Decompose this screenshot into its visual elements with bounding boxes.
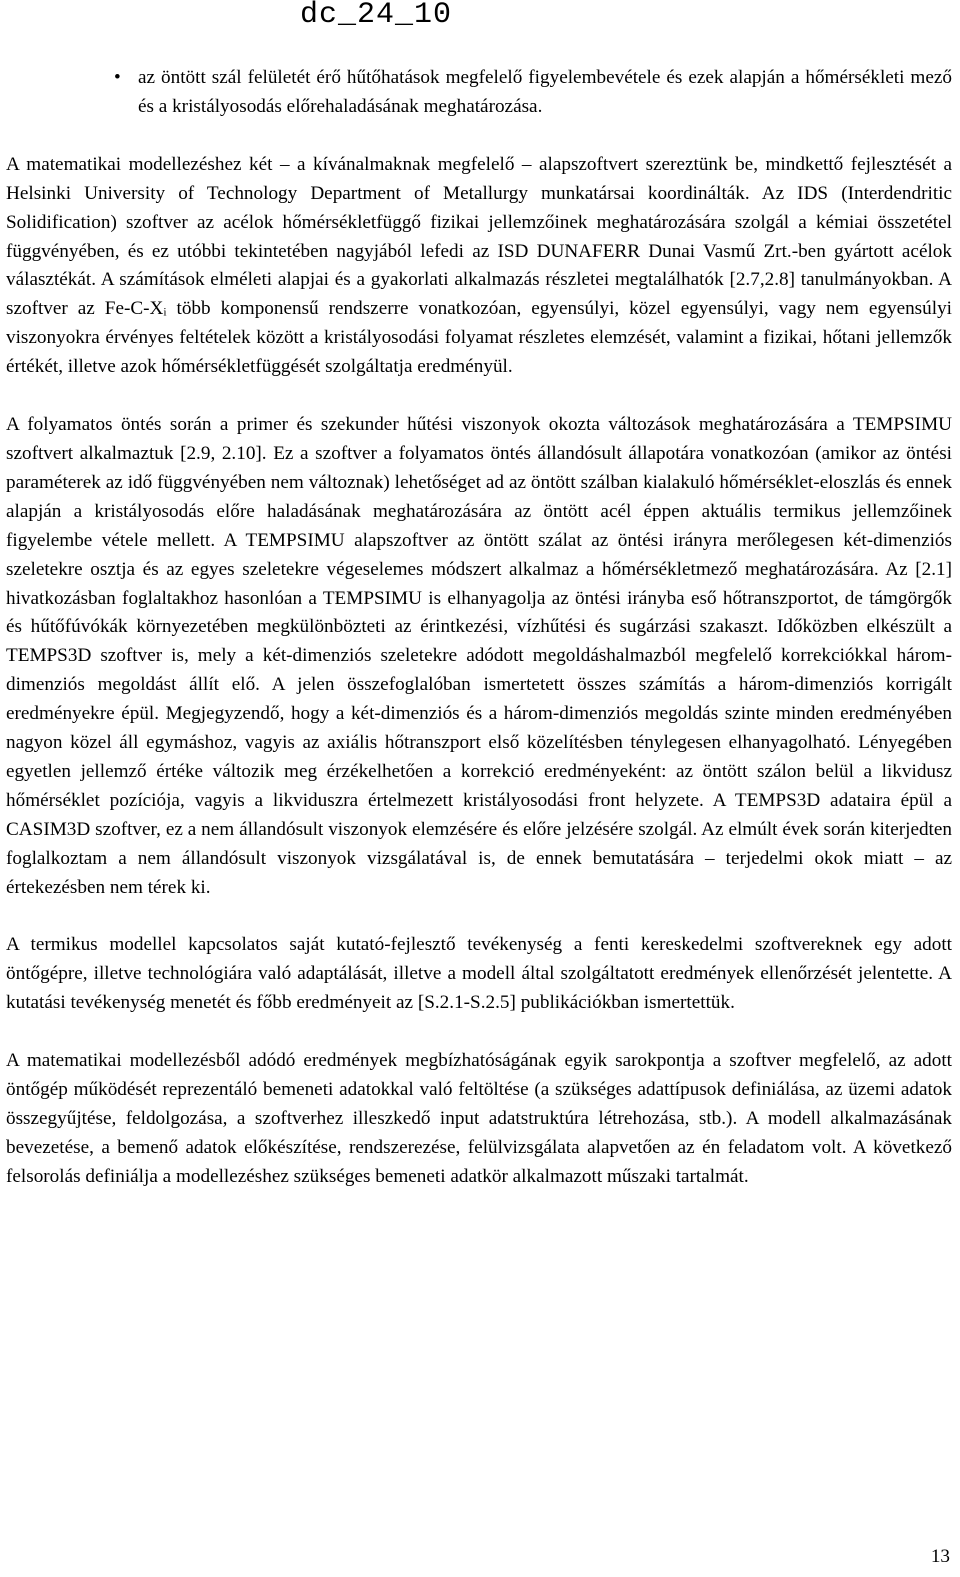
bullet-list bbox=[6, 64, 952, 122]
paragraph-thermal-model: A termikus modellel kapcsolatos saját kutató-fejlesztő tevékenység a fenti kereskedelmi szoftvereknek egy adott öntőgépre, illetve technológiára való adaptálását, illetve a modell által szolgáltatott eredmények ellenőrzését jelentette. A kutatási tevékenység menetét és főbb eredményeit az [S.2.1-S.2.5] publikációkban ismertettük. bbox=[6, 934, 952, 1014]
document-code-header: dc_24_10 bbox=[300, 0, 453, 32]
page-number: 13 bbox=[930, 1546, 950, 1567]
document-body bbox=[6, 64, 952, 1192]
paragraph-input-data: A matematikai modellezésből adódó eredmények megbízhatóságának egyik sarokpontja a szoftver megfelelő, az adott öntőgép működését reprezentáló bemeneti adatokkal való feltöltése (a szükséges adattípusok definiálása, az üzemi adatok összegyűjtése, feldolgozása, a szoftverhez illeszkedő input adatstruktúra létrehozása, stb.). A modell alkalmazásának bevezetése, a bemenő adatok előkészítése, rendszerezése, felülvizsgálata alapvetően az én feladatom volt. A következő felsorolás definiálja a modellezéshez szükséges bemeneti adatkör alkalmazott műszaki tartalmát. bbox=[6, 1050, 952, 1187]
paragraph-modeling-software: A matematikai modellezéshez két – a kívánalmaknak megfelelő – alapszoftvert szereztünk be, mindkettő fejlesztését a Helsinki University of Technology Department of Metallurgy munkatársai koordinálták. Az IDS (Interdendritic Solidification) szoftver az acélok hőmérsékletfüggő fizikai jellemzőinek meghatározására szolgál a kémiai összetétel függvényében, és ez utóbbi tekintetében nagyjából lefedi az ISD DUNAFERR Dunai Vasmű Zrt.-ben gyártott acélok választékát. A számítások elméleti alapjai és a gyakorlati alkalmazás részletei megtalálhatók [2.7,2.8] tanulmányokban. A szoftver az Fe-C-Xᵢ több komponensű rendszerre vonatkozóan, egyensúlyi, közel egyensúlyi, vagy nem egyensúlyi viszonyokra érvényes feltételek között a kristályosodási folyamat részletes elemzését, valamint a fizikai, hőtani jellemzők értékét, illetve azok hőmérsékletfüggését szolgáltatja eredményül. bbox=[6, 153, 952, 378]
bullet-item: • az öntött szál felületét érő hűtőhatások megfelelő figyelembevétele és ezek alapján a hőmérsékleti mező és a kristályosodás előrehaladásának meghatározása. bbox=[138, 64, 952, 122]
paragraph-tempsimu: A folyamatos öntés során a primer és szekunder hűtési viszonyok okozta változások meghatározására a TEMPSIMU szoftvert alkalmaztuk [2.9, 2.10]. Ez a szoftver a folyamatos öntés állandósult állapotára vonatkozóan (amikor az öntési paraméterek az idő függvényében nem változnak) lehetőséget ad az öntött szálban kialakuló hőmérséklet-eloszlás és ennek alapján a kristályosodás előre haladásának meghatározására az öntött acél éppen aktuális termikus jellemzőinek figyelembe vétele mellett. A TEMPSIMU alapszoftver az öntött szálat az öntési irányra merőlegesen két-dimenziós szeletekre osztja és az egyes szeletekre végeselemes módszert alkalmaz a hőmérsékletmező meghatározására. Az [2.1] hivatkozásban foglaltakhoz hasonlóan a TEMPSIMU is elhanyagolja az öntési irányba eső hőtranszportot, de támgörgők és hűtőfúvókák környezetében megkülönbözteti az érintkezési, vízhűtési és sugárzási szakaszt. Időközben elkészült a TEMPS3D szoftver is, mely a két-dimenziós szeletekre adódott megoldáshalmazból megfelelő korrekciókkal három-dimenziós megoldást állít elő. A jelen összefoglalóban ismertetett összes számítás a három-dimenziós korrigált eredményekre épül. Megjegyzendő, hogy a két-dimenziós és a három-dimenziós megoldás szinte minden eredményében nagyon közel áll egymáshoz, vagyis az axiális hőtranszport első közelítésben ténylegesen elhanyagolható. Lényegében egyetlen jellemző értéke változik meg érzékelhetően a korrekció eredményeként: az öntött szálon belül a likvidusz hőmérséklet pozíciója, vagyis a likviduszra értelmezett kristályosodási front helyzete. A TEMPS3D adataira épül a CASIM3D szoftver, ez a nem állandósult viszonyok elemzésére és előre jelzésére szolgál. Az elmúlt évek során kiterjedten foglalkoztam a nem állandósult viszonyok vizsgálatával is, de ennek bemutatására – terjedelmi okok miatt – az értekezésben nem térek ki. bbox=[6, 414, 952, 898]
